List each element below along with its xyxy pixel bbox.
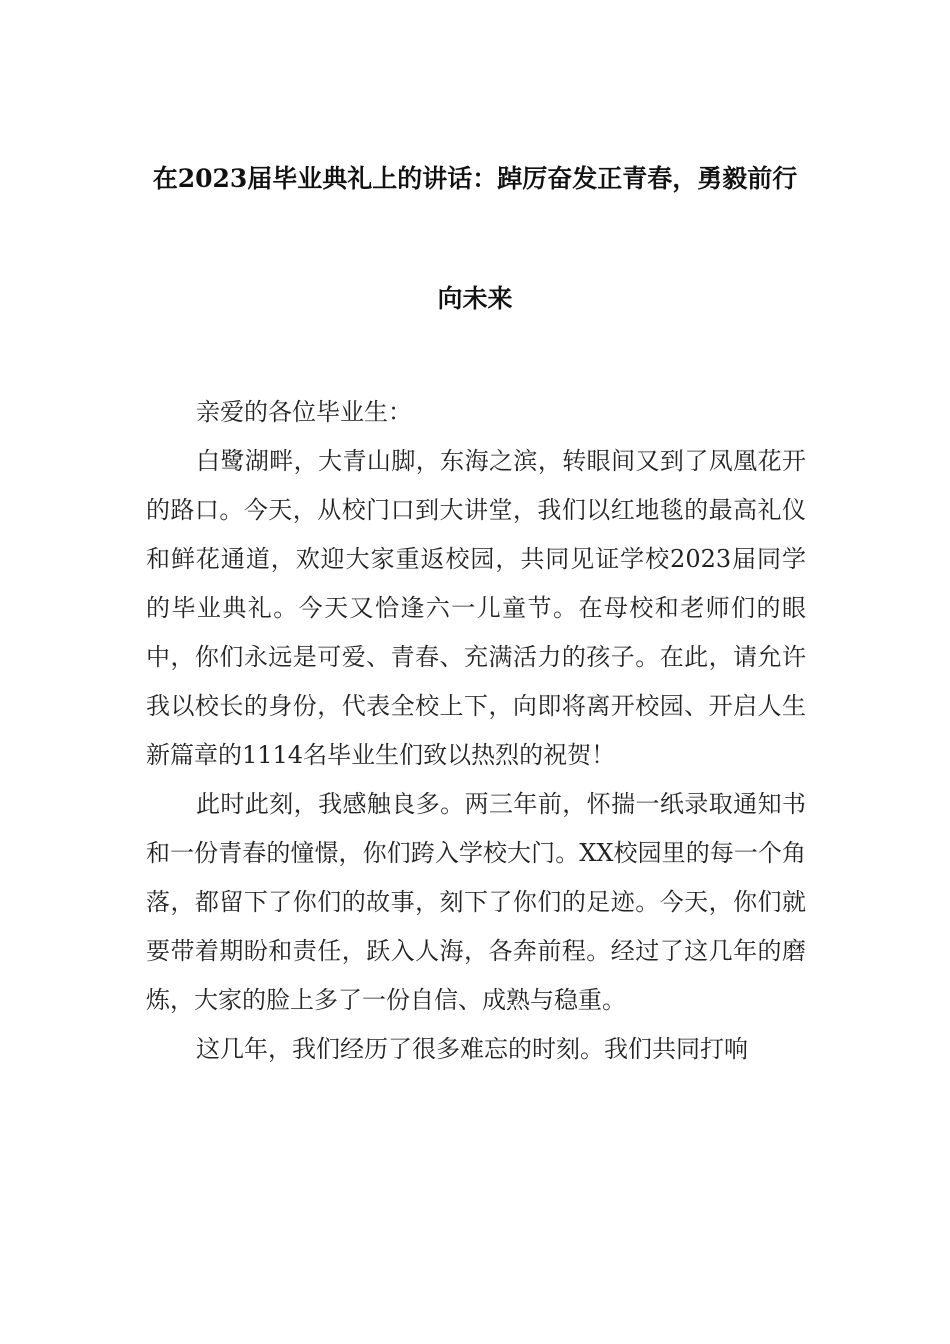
document-body	[146, 388, 806, 1074]
body-paragraph: 这几年，我们经历了很多难忘的时刻。我们共同打响	[196, 1035, 748, 1063]
document-title-line-2: 向未来	[437, 284, 513, 313]
salutation-paragraph: 亲爱的各位毕业生：	[196, 398, 412, 426]
document-title-line-1: 在2023届毕业典礼上的讲话：踔厉奋发正青春，勇毅前行	[152, 164, 798, 193]
body-paragraph: 白鹭湖畔，大青山脚，东海之滨，转眼间又到了凤凰花开的路口。今天，从校门口到大讲堂，我们以红地毯的最高礼仪和鲜花通道，欢迎大家重返校园，共同见证学校2023届同学的毕业典礼。今天又恰逢六一儿童节。在母校和老师们的眼中，你们永远是可爱、青春、充满活力的孩子。在此，请允许我以校长的身份，代表全校上下，向即将离开校园、开启人生新篇章的1114名毕业生们致以热烈的祝贺！	[146, 447, 806, 769]
body-paragraph: 此时此刻，我感触良多。两三年前，怀揣一纸录取通知书和一份青春的憧憬，你们跨入学校大门。XX校园里的每一个角落，都留下了你们的故事，刻下了你们的足迹。今天，你们就要带着期盼和责任，跃入人海，各奔前程。经过了这几年的磨炼，大家的脸上多了一份自信、成熟与稳重。	[146, 790, 806, 1014]
